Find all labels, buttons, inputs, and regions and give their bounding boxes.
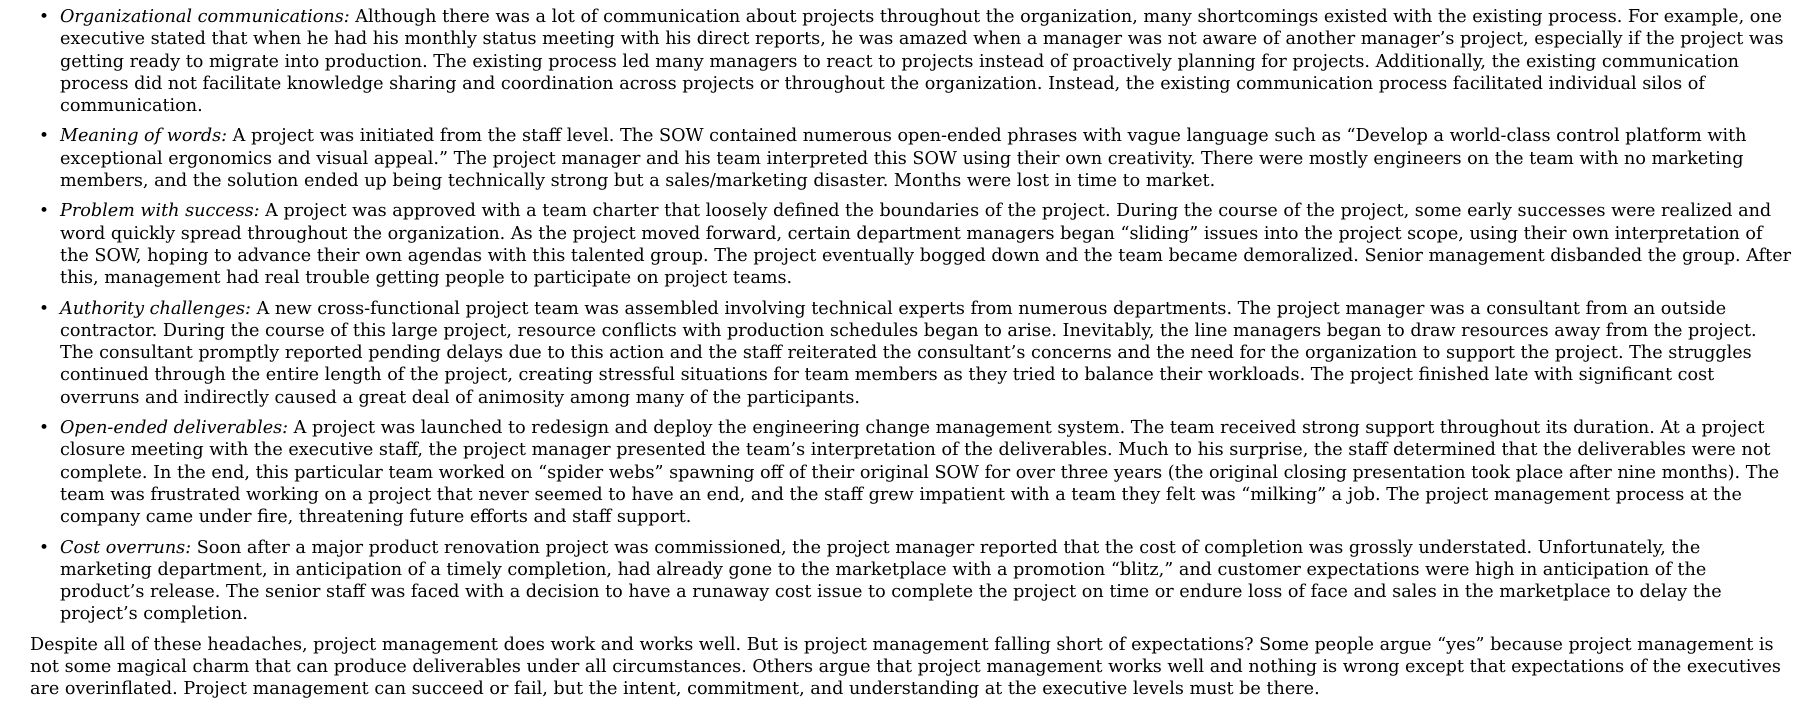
bullet-icon: •	[39, 126, 50, 147]
closing-paragraph: Despite all of these headaches, project management does work and works well. But is project management falling short of expectations? Some people argue “yes” because project management is not some magical charm that can produce deliverables under all circumstances. Others argue that project management works well and nothing is wrong except that expectations of the executives are overinflated. Project management can succeed or fail, but the intent, commitment, and understanding at the executive levels must be there.	[30, 634, 1781, 700]
bullet-list	[30, 6, 1794, 626]
item-term: Cost overruns:	[60, 537, 192, 558]
bullet-icon: •	[39, 7, 50, 27]
list-item	[30, 417, 1794, 528]
item-term: Open-ended deliverables:	[60, 418, 289, 439]
item-text: A project was launched to redesign and deploy the engineering change management system. The team received strong support throughout its duration. At a project closure meeting with the executive staff, the project manager presented the team’s interpretation of the deliverables. Much to his surprise, the staff determined that the deliverables were not complete. In the end, this particular team worked on “spider webs” spawning off of their original SOW for over three years (the original closing presentation took place after nine months). The team was frustrated working on a project that never seemed to have an end, and the staff grew impatient with a team they felt was “milking” a job. The project management process at the company came under fire, threatening future efforts and staff support.	[60, 418, 1780, 528]
bullet-icon: •	[39, 201, 50, 222]
list-item	[30, 200, 1794, 289]
bullet-icon: •	[39, 418, 50, 439]
item-text: Soon after a major product renovation project was commissioned, the project manager reported that the cost of completion was grossly understated. Unfortunately, the marketing department, in anticipation of a timely completion, had already gone to the marketplace with a promotion “blitz,” and customer expectations were high in anticipation of the product’s release. The senior staff was faced with a decision to have a runaway cost issue to complete the project on time or endure loss of face and sales in the marketplace to delay the project’s completion.	[60, 537, 1722, 625]
item-term: Meaning of words:	[60, 126, 228, 147]
item-term: Authority challenges:	[60, 298, 251, 319]
list-item	[30, 125, 1794, 192]
item-text: A new cross-functional project team was assembled involving technical experts from numerous departments. The project manager was a consultant from an outside contractor. During the course of this large project, resource conflicts with production schedules began to arise. Inevitably, the line managers began to draw resources away from the project. The consultant promptly reported pending delays due to this action and the staff reiterated the consultant’s concerns and the need for the organization to support the project. The struggles continued through the entire length of the project, creating stressful situations for team members as they tried to balance their workloads. The project finished late with significant cost overruns and indirectly caused a great deal of animosity among many of the participants.	[60, 298, 1757, 408]
item-text: A project was approved with a team charter that loosely defined the boundaries of the project. During the course of the project, some early successes were realized and word quickly spread throughout the organization. As the project moved forward, certain department managers began “sliding” issues into the project scope, using their own interpretation of the SOW, hoping to advance their own agendas with this talented group. The project eventually bogged down and the team became demoralized. Senior management disbanded the group. After this, management had real trouble getting people to participate on project teams.	[60, 201, 1792, 289]
bullet-icon: •	[39, 298, 50, 319]
item-text: A project was initiated from the staff level. The SOW contained numerous open-ended phrases with vague language such as “Develop a world-class control platform with exceptional ergonomics and visual appeal.” The project manager and his team interpreted this SOW using their own creativity. There were mostly engineers on the team with no marketing members, and the solution ended up being technically strong but a sales/marketing disaster. Months were lost in time to market.	[60, 126, 1747, 192]
item-text: Although there was a lot of communication about projects throughout the organization, many shortcomings existed with the existing process. For example, one executive stated that when he had his monthly status meeting with his direct reports, he was amazed when a manager was not aware of another manager’s project, especially if the project was getting ready to migrate into production. The existing process led many managers to react to projects instead of proactively planning for projects. Additionally, the existing communication process did not facilitate knowledge sharing and coordination across projects or throughout the organization. Instead, the existing communication process facilitated individual silos of communication.	[60, 7, 1784, 117]
bullet-icon: •	[39, 537, 50, 558]
item-term: Problem with success:	[60, 201, 260, 222]
list-item	[30, 537, 1794, 626]
list-item	[30, 298, 1794, 409]
item-term: Organizational communications:	[60, 7, 350, 27]
list-item	[30, 6, 1794, 117]
